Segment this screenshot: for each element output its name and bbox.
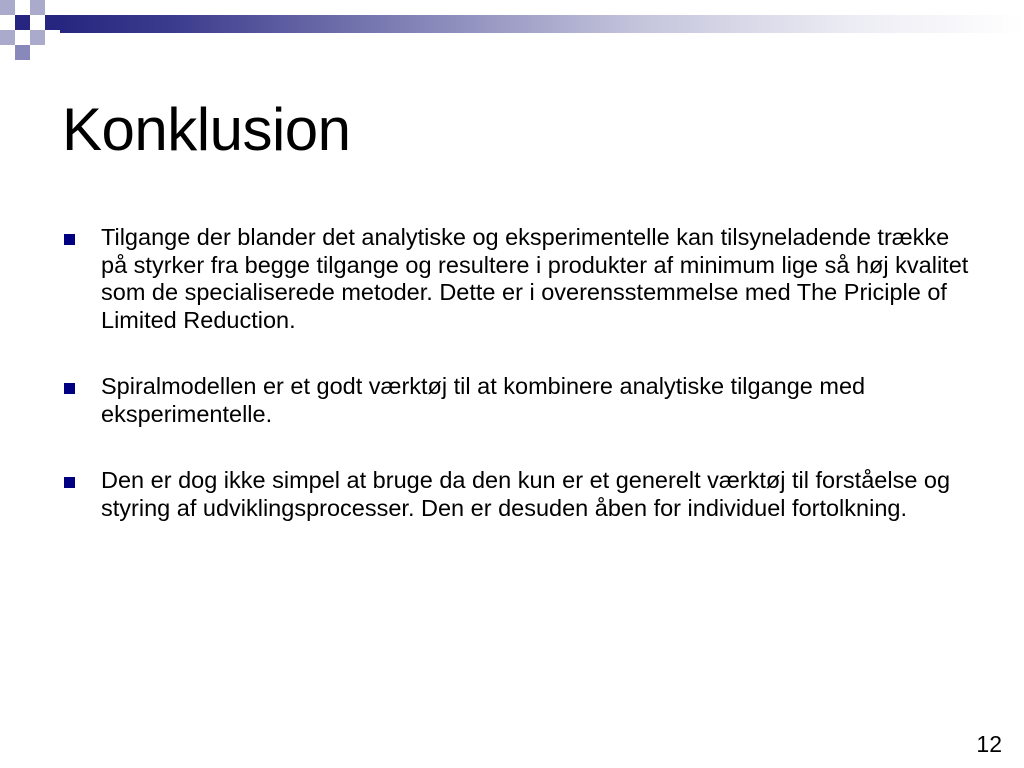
decoration-square	[45, 15, 60, 30]
page-number: 12	[976, 731, 1002, 757]
square-bullet-icon	[64, 234, 75, 245]
bullet-item	[62, 224, 970, 334]
square-bullet-icon	[64, 383, 75, 394]
bullet-item	[62, 467, 970, 522]
bullet-text: Tilgange der blander det analytiske og eksperimentelle kan tilsyneladende trække på styrker fra begge tilgange og resultere i produkter af minimum lige så høj kvalitet som de specialiserede metoder. Dette er i overensstemmelse med The Priciple of Limited Reduction.	[101, 224, 969, 333]
slide-title: Konklusion	[62, 96, 351, 163]
decoration-gradient-bar	[60, 15, 1024, 33]
decoration-square	[0, 0, 15, 15]
square-bullet-icon	[64, 477, 75, 488]
decoration-square	[30, 0, 45, 15]
bullet-text: Spiralmodellen er et godt værktøj til at kombinere analytiske tilgange med eksperimentelle.	[101, 373, 866, 427]
decoration-square	[15, 45, 30, 60]
bullet-list	[62, 224, 970, 561]
bullet-text: Den er dog ikke simpel at bruge da den kun er et generelt værktøj til forståelse og styring af udviklingsprocesser. Den er desuden åben for individuel fortolkning.	[101, 467, 951, 521]
decoration-square	[0, 30, 15, 45]
decoration-square	[15, 15, 30, 30]
bullet-item	[62, 373, 970, 428]
decoration-square	[30, 30, 45, 45]
